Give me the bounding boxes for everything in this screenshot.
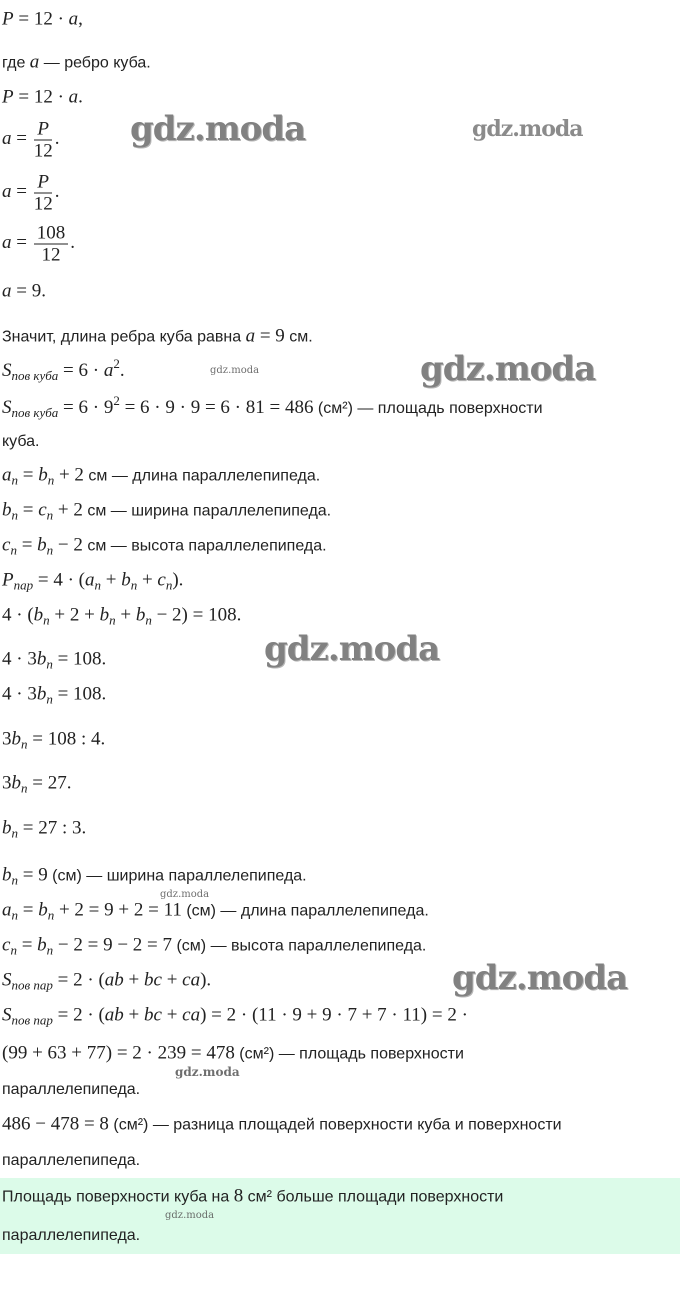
math-segment: b <box>99 604 110 626</box>
math-segment: b <box>36 683 47 705</box>
superscript: 2 <box>113 393 120 408</box>
denominator: 12 <box>33 140 53 162</box>
math-segment: = <box>11 181 32 203</box>
watermark: gdz.moda <box>175 1065 240 1079</box>
math-segment: b <box>38 464 48 486</box>
solution-line <box>2 901 429 926</box>
math-segment: = 6 · 9 · 9 = 6 · 81 = 486 <box>119 397 314 418</box>
math-segment: 4 · 3 <box>2 683 37 705</box>
math-segment: = 12 · <box>13 86 69 108</box>
math-segment: = 6 · <box>58 360 104 381</box>
math-segment: + <box>100 569 122 591</box>
math-segment: a <box>103 360 114 381</box>
math-segment: b <box>2 864 12 886</box>
subscript: n <box>94 577 101 593</box>
math-segment: a <box>2 128 12 150</box>
math-segment: a <box>84 569 95 591</box>
watermark: gdz.moda <box>452 958 628 998</box>
math-segment: 3 <box>2 728 12 750</box>
math-segment: = 9 <box>18 864 48 886</box>
math-segment: . <box>54 181 60 203</box>
watermark: gdz.moda <box>420 349 596 389</box>
solution-line <box>2 172 59 215</box>
math-segment: b <box>11 772 21 794</box>
solution-line <box>2 10 83 31</box>
math-segment: ca <box>182 969 201 991</box>
text-segment: (см²) — площадь поверхности <box>313 400 543 417</box>
text-segment: (см) — длина параллелепипеда. <box>181 902 429 920</box>
subscript: n <box>11 907 18 923</box>
subscript: n <box>47 472 55 488</box>
solution-line <box>2 1226 140 1246</box>
numerator: P <box>34 119 52 141</box>
solution-line <box>2 88 83 109</box>
subscript: n <box>145 612 152 628</box>
math-segment: 8 <box>233 1185 244 1207</box>
subscript: n <box>130 577 138 593</box>
math-segment: = <box>18 499 39 521</box>
math-segment: b <box>38 899 48 921</box>
math-segment: S <box>2 969 12 991</box>
math-segment: bc <box>144 969 162 991</box>
denominator: 12 <box>33 193 53 215</box>
math-segment: c <box>2 934 11 956</box>
solution-line <box>2 1115 562 1136</box>
solution-line <box>2 391 543 423</box>
solution-line <box>2 774 71 799</box>
subscript: n <box>47 907 55 923</box>
solution-line <box>2 730 105 755</box>
watermark: gdz.moda <box>165 1210 215 1221</box>
text-segment: куба. <box>2 433 40 450</box>
text-segment: Значит, длина ребра куба равна <box>2 328 246 346</box>
math-segment: + 2 <box>54 464 84 486</box>
math-segment: ). <box>172 569 184 591</box>
solution-line <box>2 282 46 303</box>
solution-line <box>2 501 331 526</box>
text-segment: (см²) — разница площадей поверхности куба и поверхности <box>108 1116 562 1134</box>
text-segment: где <box>2 54 30 72</box>
text-segment: см — высота параллелепипеда. <box>82 537 327 555</box>
subscript: пов пар <box>11 977 53 993</box>
math-segment: 3 <box>2 772 12 794</box>
text-segment: (см) — ширина параллелепипеда. <box>47 867 307 885</box>
text-segment: параллелепипеда. <box>2 1081 141 1098</box>
math-segment: = 9. <box>11 280 46 302</box>
math-segment: + <box>137 569 158 591</box>
subscript: n <box>46 942 54 958</box>
text-segment: см. <box>284 328 313 346</box>
subscript: пар <box>13 577 34 593</box>
solution-line <box>2 432 40 452</box>
solution-line <box>2 536 327 561</box>
subscript: n <box>46 691 53 707</box>
subscript: n <box>10 542 17 558</box>
subscript: n <box>109 612 116 628</box>
solution-line <box>2 53 151 74</box>
math-segment: = <box>18 464 39 486</box>
math-segment: ). <box>200 969 212 991</box>
math-segment: ab <box>104 1004 124 1026</box>
solution-line <box>2 223 75 266</box>
watermark: gdz.moda <box>472 116 583 142</box>
math-segment: a <box>29 51 40 73</box>
math-segment: b <box>135 604 146 626</box>
math-segment: = <box>16 534 38 556</box>
math-segment: = 27. <box>27 772 72 794</box>
subscript: пов куба <box>11 368 59 383</box>
solution-line <box>2 119 59 162</box>
math-segment: S <box>2 397 12 418</box>
math-segment: . <box>119 360 125 381</box>
subscript: n <box>21 736 28 752</box>
solution-line <box>2 971 211 996</box>
solution-line <box>2 685 106 710</box>
math-segment: = 108 : 4. <box>27 728 106 750</box>
subscript: n <box>11 472 18 488</box>
subscript: n <box>11 825 18 841</box>
math-segment: a <box>2 232 12 254</box>
superscript: 2 <box>113 356 120 371</box>
fraction <box>34 223 69 266</box>
solution-line <box>2 936 426 961</box>
math-segment: ab <box>104 969 124 991</box>
subscript: n <box>46 542 54 558</box>
math-segment: 486 − 478 = 8 <box>2 1113 109 1135</box>
math-segment: + 2 + <box>49 604 100 626</box>
math-segment: . <box>70 232 75 254</box>
math-segment: bc <box>144 1004 162 1026</box>
math-segment: c <box>157 569 166 591</box>
math-segment: . <box>78 86 83 108</box>
math-segment: S <box>2 1004 12 1026</box>
math-segment: b <box>11 728 21 750</box>
text-segment: см — длина параллелепипеда. <box>83 467 321 485</box>
math-segment: b <box>36 648 47 670</box>
math-segment: c <box>2 534 11 556</box>
watermark: gdz.moda <box>130 109 306 149</box>
fraction <box>34 119 53 162</box>
solution-line <box>2 1006 468 1031</box>
subscript: n <box>21 780 28 796</box>
math-segment: P <box>2 8 14 30</box>
math-segment: b <box>121 569 131 591</box>
math-segment: S <box>2 360 12 381</box>
solution-line <box>2 571 183 596</box>
math-segment: a <box>2 464 12 486</box>
math-segment: = <box>11 232 32 254</box>
watermark: gdz.moda <box>210 365 260 376</box>
math-segment: + 2 <box>53 499 83 521</box>
math-segment: ca <box>182 1004 201 1026</box>
math-segment: = 9 <box>255 325 285 347</box>
subscript: n <box>46 507 54 523</box>
math-segment: P <box>2 569 14 591</box>
fraction <box>34 172 53 215</box>
math-segment: = 108. <box>52 648 107 670</box>
text-segment: (см²) — площадь поверхности <box>234 1045 464 1063</box>
subscript: пов куба <box>11 405 59 420</box>
math-segment: , <box>78 8 83 30</box>
math-segment: + <box>123 969 144 991</box>
subscript: пов пар <box>11 1012 53 1028</box>
math-segment: (99 + 63 + 77) = 2 · 239 = 478 <box>2 1042 235 1064</box>
math-segment: b <box>37 934 47 956</box>
math-segment: 4 · 3 <box>2 648 37 670</box>
math-segment: c <box>38 499 47 521</box>
math-segment: = 27 : 3. <box>18 817 87 839</box>
math-segment: b <box>33 604 44 626</box>
solution-line <box>2 466 320 491</box>
subscript: n <box>165 577 173 593</box>
math-segment: a <box>2 181 12 203</box>
subscript: n <box>11 872 18 888</box>
math-segment: = <box>18 899 39 921</box>
numerator: 108 <box>34 223 69 245</box>
text-segment: параллелепипеда. <box>2 1152 141 1169</box>
solution-line <box>2 354 125 386</box>
text-segment: (см) — высота параллелепипеда. <box>172 937 427 955</box>
subscript: n <box>11 507 18 523</box>
math-segment: a <box>245 325 256 347</box>
math-segment: = 108. <box>52 683 107 705</box>
solution-line <box>2 1044 464 1065</box>
math-segment: + <box>161 969 183 991</box>
math-segment: = 2 · ( <box>52 969 105 991</box>
math-segment: − 2) = 108. <box>151 604 242 626</box>
solution-line <box>2 327 313 348</box>
math-segment: P <box>2 86 14 108</box>
math-segment: + <box>123 1004 144 1026</box>
solution-line <box>2 1080 140 1100</box>
math-segment: a <box>2 899 12 921</box>
math-segment: = 2 · ( <box>52 1004 105 1026</box>
math-segment: = <box>11 128 32 150</box>
solution-line <box>2 1187 503 1208</box>
math-segment: b <box>37 534 47 556</box>
subscript: n <box>46 656 53 672</box>
subscript: n <box>43 612 50 628</box>
math-segment: a <box>68 8 79 30</box>
math-segment: 4 · ( <box>2 604 34 626</box>
text-segment: Площадь поверхности куба на <box>2 1188 234 1206</box>
solution-line <box>2 1151 140 1171</box>
math-segment: . <box>54 128 60 150</box>
math-segment: = 12 · <box>13 8 69 30</box>
text-segment: см² больше площади поверхности <box>243 1188 504 1206</box>
math-segment: ) = 2 · (11 · 9 + 9 · 7 + 7 · 11) = 2 · <box>200 1004 468 1026</box>
numerator: P <box>34 172 52 194</box>
solution-line <box>2 819 86 844</box>
math-segment: a <box>2 280 12 302</box>
text-segment: см — ширина параллелепипеда. <box>82 502 332 520</box>
math-segment: + <box>161 1004 183 1026</box>
solution-line <box>2 606 241 631</box>
math-segment: = 6 · 9 <box>58 397 114 418</box>
watermark: gdz.moda <box>160 889 210 900</box>
math-segment: + 2 = 9 + 2 = 11 <box>54 899 182 921</box>
math-segment: − 2 = 9 − 2 = 7 <box>53 934 173 956</box>
subscript: n <box>10 942 17 958</box>
math-segment: b <box>2 817 12 839</box>
text-segment: параллелепипеда. <box>2 1227 141 1244</box>
math-segment: a <box>68 86 79 108</box>
denominator: 12 <box>41 244 61 266</box>
math-segment: + <box>115 604 136 626</box>
math-segment: = 4 · ( <box>33 569 85 591</box>
solution-line <box>2 650 106 675</box>
math-segment: − 2 <box>53 534 83 556</box>
math-segment: b <box>2 499 12 521</box>
text-segment: — ребро куба. <box>39 54 151 72</box>
solution-line <box>2 866 307 891</box>
math-segment: = <box>16 934 38 956</box>
watermark: gdz.moda <box>264 629 440 669</box>
